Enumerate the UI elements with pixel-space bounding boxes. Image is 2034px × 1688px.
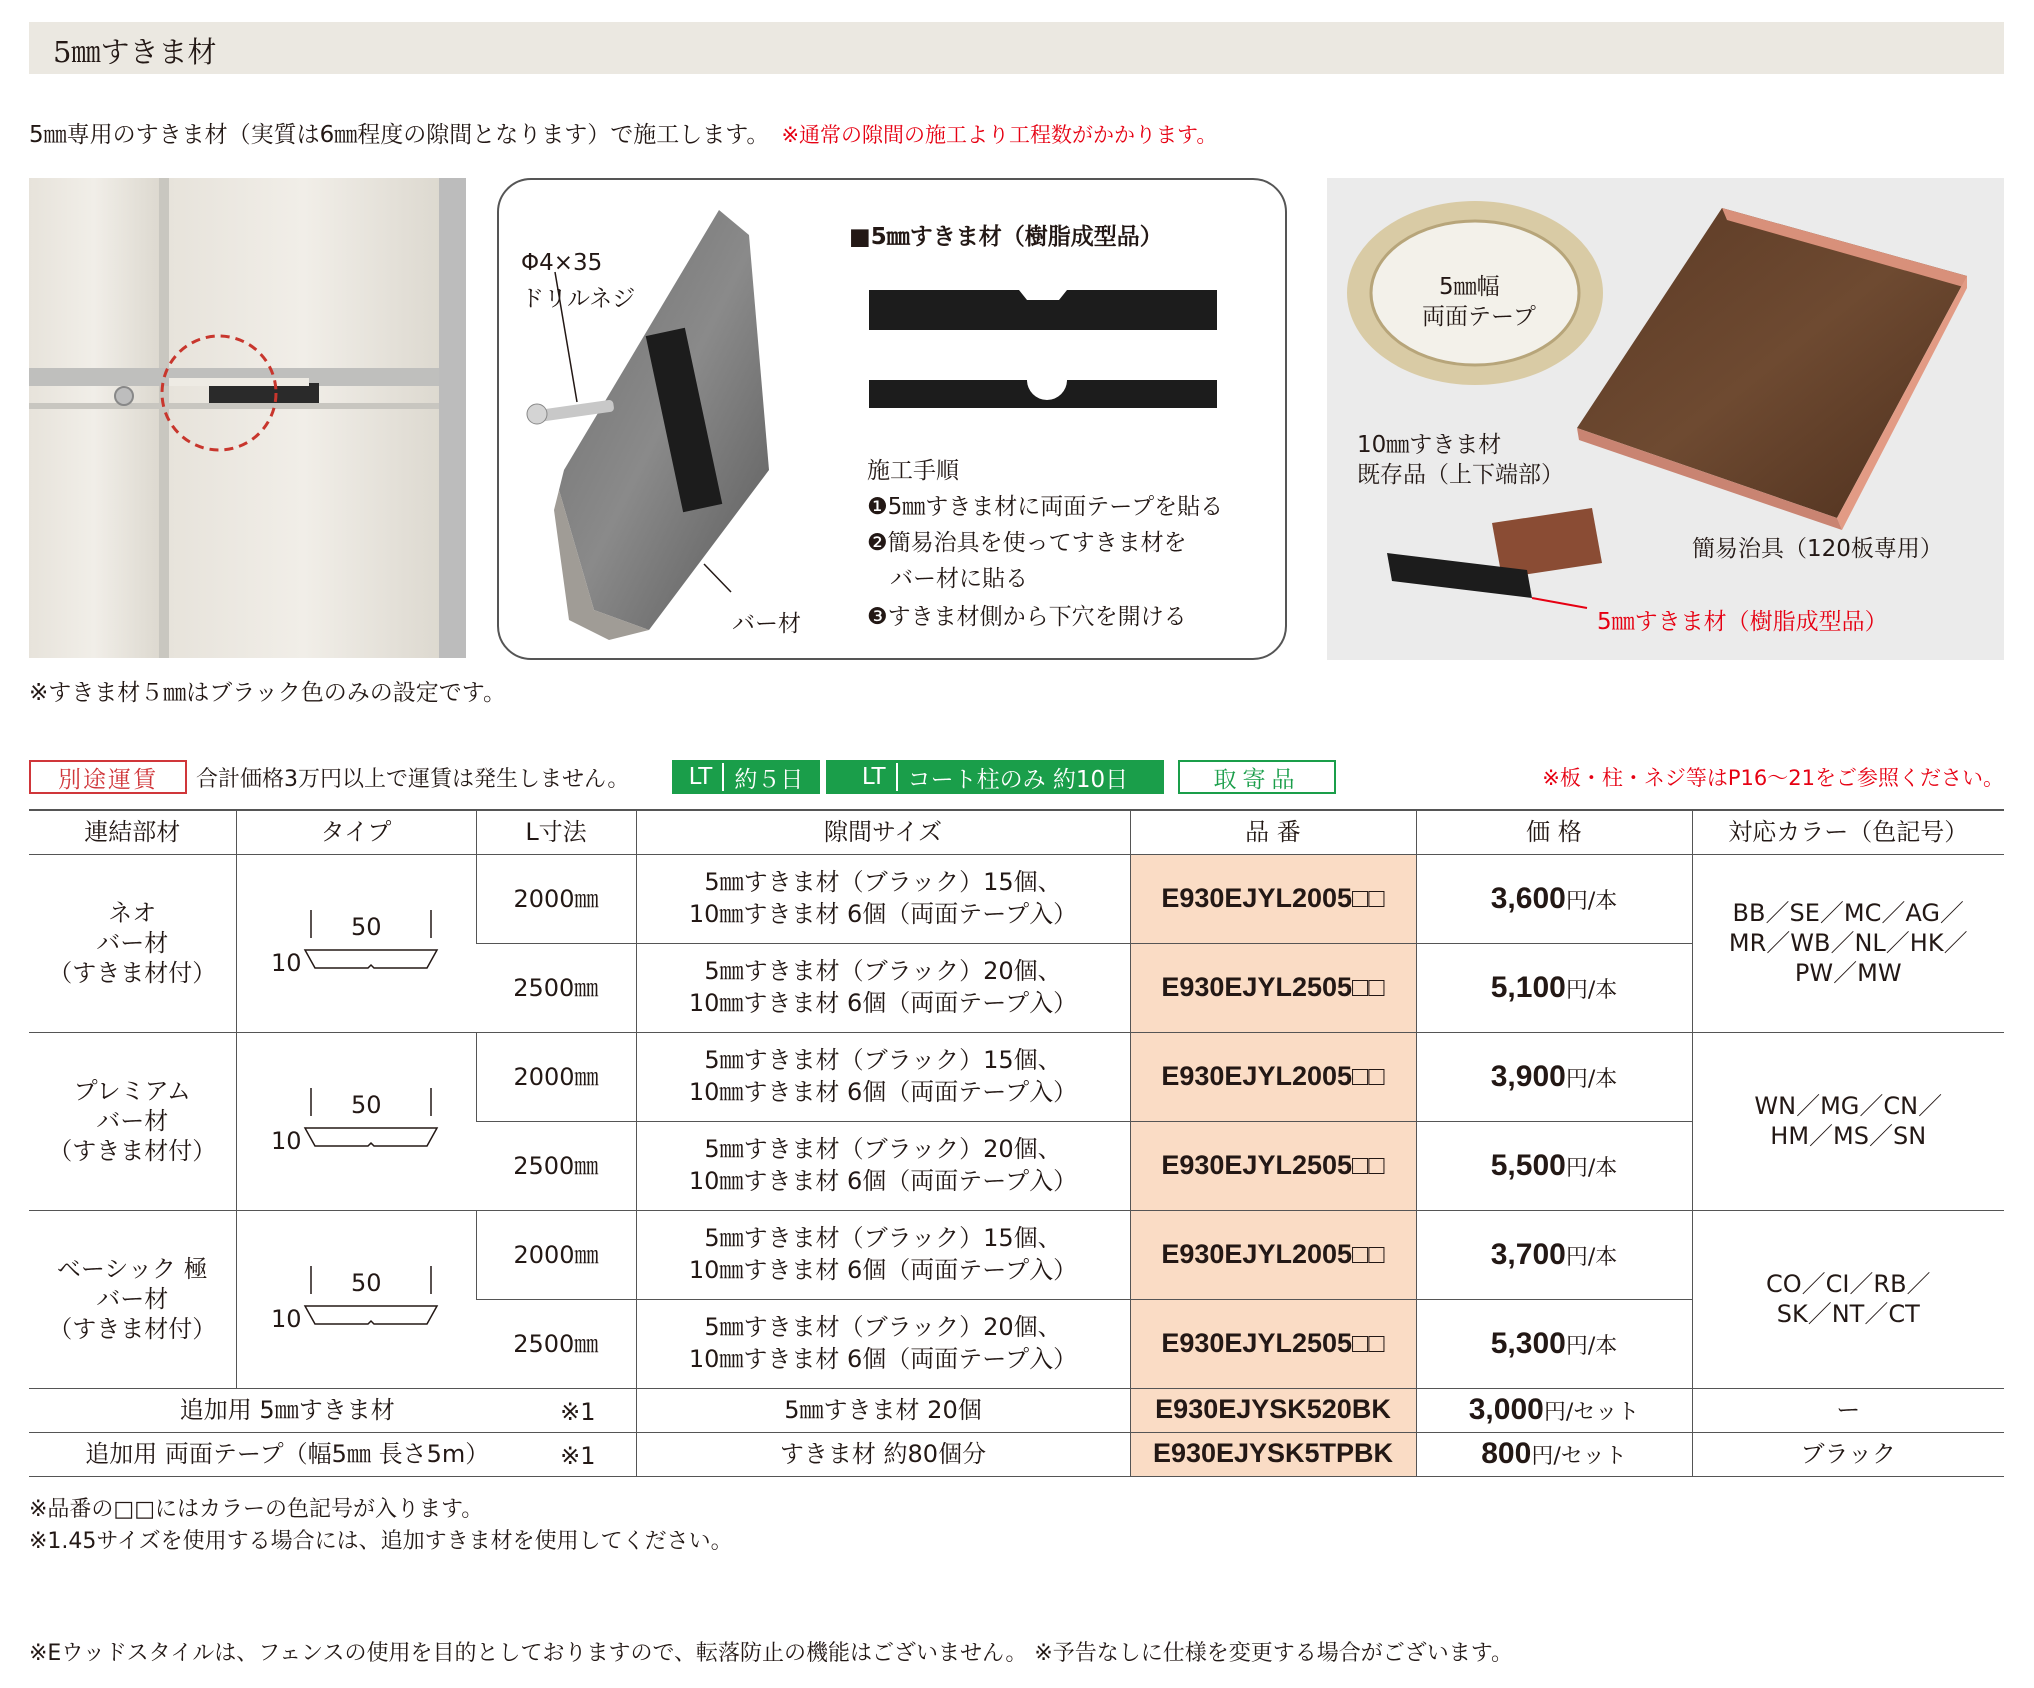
connector-name-line: バー材 — [96, 929, 169, 957]
bar-label: バー材 — [732, 611, 801, 637]
badge-divider — [722, 763, 724, 791]
connector-cell — [29, 1210, 236, 1388]
lead-time-label: LT — [688, 764, 713, 790]
type-width: 50 — [351, 913, 382, 941]
price-value: 5,300 — [1490, 1326, 1566, 1360]
price-value: 5,100 — [1490, 970, 1566, 1004]
gap-line: 10㎜すきま材 6個（両面テープ入） — [688, 899, 1078, 928]
table-row — [29, 1032, 2004, 1121]
part-no-cell: E930EJYSK520BK — [1130, 1388, 1416, 1432]
price-cell — [1416, 1388, 1692, 1432]
type-width: 50 — [351, 1269, 382, 1297]
connector-name-line: バー材 — [96, 1107, 169, 1135]
step-3: ❸すきま材側から下穴を開ける — [867, 604, 1187, 630]
connector-name-line: プレミアム — [73, 1077, 191, 1105]
price-unit: 円/本 — [1565, 1333, 1618, 1359]
type-height: 10 — [271, 1127, 302, 1155]
footnote-1: ※品番の□□にはカラーの色記号が入ります。 — [29, 1497, 484, 1522]
steps-title: 施工手順 — [867, 458, 959, 484]
price-unit: 円/本 — [1565, 977, 1618, 1003]
gap-cell — [636, 1121, 1130, 1210]
part-no-cell: E930EJYL2005□□ — [1130, 854, 1416, 943]
gap-cell — [636, 1299, 1130, 1388]
length-cell: 2500㎜ — [476, 1121, 636, 1210]
table-row-extra — [29, 1388, 2004, 1432]
reference-note: ※板・柱・ネジ等はP16～21をご参照ください。 — [1542, 766, 2004, 790]
connector-name-line: （すきま材付） — [48, 1315, 217, 1343]
part-no-cell: E930EJYL2005□□ — [1130, 1032, 1416, 1121]
color-codes-line: MR／WB／NL／HK／ — [1728, 929, 1968, 957]
length-cell: 2000㎜ — [476, 1032, 636, 1121]
shipping-badge: 別途運賃 — [29, 760, 187, 794]
spacer5-label: 5㎜すきま材（樹脂成型品） — [1597, 609, 1888, 635]
type-profile — [271, 1086, 441, 1156]
gap-line: 5㎜すきま材（ブラック）20個、 — [704, 1135, 1062, 1164]
price-value: 3,700 — [1490, 1237, 1566, 1271]
type-profile — [271, 908, 441, 978]
extra-mark: ※1 — [560, 1397, 596, 1426]
type-cell — [236, 1032, 476, 1210]
table-row-extra — [29, 1432, 2004, 1476]
colors-cell: ブラック — [1692, 1432, 2004, 1476]
screw-label-1: Φ4×35 — [521, 250, 603, 276]
type-width: 50 — [351, 1091, 382, 1119]
price-cell — [1416, 1210, 1692, 1299]
table-row — [29, 854, 2004, 943]
fence-photo-illustration — [29, 178, 466, 658]
lead-time-post-label: LT — [861, 764, 886, 790]
length-cell: 2500㎜ — [476, 943, 636, 1032]
length-cell: 2500㎜ — [476, 1299, 636, 1388]
lead-time-post-value: コート柱のみ 約10日 — [907, 766, 1129, 793]
screw-label-2: ドリルネジ — [521, 286, 636, 312]
color-codes-line: HM／MS／SN — [1770, 1122, 1927, 1150]
order-badge: 取寄品 — [1178, 760, 1336, 794]
step-2: ❷簡易治具を使ってすきま材を — [867, 530, 1187, 556]
step-2-cont: バー材に貼る — [867, 566, 1028, 592]
header-price: 価 格 — [1416, 810, 1692, 854]
construction-callout — [497, 178, 1287, 660]
extra-label: 追加用 両面テープ（幅5㎜ 長さ5m） — [85, 1440, 490, 1468]
tape-label-2: 両面テープ — [1422, 304, 1536, 330]
jig-label: 簡易治具（120板専用） — [1692, 536, 1943, 562]
price-unit: 円/本 — [1565, 1244, 1618, 1270]
lead-time-post-badge — [826, 760, 1164, 794]
color-note: ※すきま材５㎜はブラック色のみの設定です。 — [29, 680, 506, 706]
type-height: 10 — [271, 1305, 302, 1333]
color-codes-line: PW／MW — [1794, 959, 1902, 987]
part-no-cell: E930EJYSK5TPBK — [1130, 1432, 1416, 1476]
colors-cell — [1692, 854, 2004, 1032]
connector-name-line: バー材 — [96, 1285, 169, 1313]
colors-cell — [1692, 1032, 2004, 1210]
spacer10-label-1: 10㎜すきま材 — [1357, 432, 1502, 458]
color-codes-line: BB／SE／MC／AG／ — [1732, 899, 1964, 927]
connector-name-line: （すきま材付） — [48, 959, 217, 987]
gap-line: 5㎜すきま材（ブラック）15個、 — [704, 1046, 1062, 1075]
table-header-row — [29, 810, 2004, 854]
price-unit: 円/セット — [1543, 1400, 1640, 1426]
price-cell — [1416, 1432, 1692, 1476]
bottom-note: ※Eウッドスタイルは、フェンスの使用を目的としておりますので、転落防止の機能はございません。 ※予告なしに仕様を変更する場合がございます。 — [29, 1641, 1514, 1666]
badge-divider — [896, 763, 898, 791]
type-cell — [236, 1210, 476, 1388]
gap-cell — [636, 1210, 1130, 1299]
type-profile — [271, 1264, 441, 1334]
gap-cell: 5㎜すきま材 20個 — [636, 1388, 1130, 1432]
gap-line: 5㎜すきま材（ブラック）20個、 — [704, 1313, 1062, 1342]
type-cell — [236, 854, 476, 1032]
price-unit: 円/本 — [1565, 888, 1618, 914]
header-connector: 連結部材 — [29, 810, 236, 854]
header-part-no: 品 番 — [1130, 810, 1416, 854]
price-value: 800 — [1481, 1437, 1532, 1471]
price-value: 5,500 — [1490, 1148, 1566, 1182]
section-title: 5㎜すきま材 — [53, 35, 217, 69]
footnote-2: ※1.45サイズを使用する場合には、追加すきま材を使用してください。 — [29, 1529, 733, 1554]
extra-label: 追加用 5㎜すきま材 — [179, 1396, 395, 1424]
connector-cell — [29, 1032, 236, 1210]
price-value: 3,000 — [1468, 1393, 1544, 1427]
section-title-bar — [29, 22, 2004, 74]
intro-line — [29, 116, 1217, 149]
fence-photo — [29, 178, 466, 658]
header-length: L寸法 — [476, 810, 636, 854]
gap-line: 10㎜すきま材 6個（両面テープ入） — [688, 1344, 1078, 1373]
gap-line: 5㎜すきま材（ブラック）20個、 — [704, 957, 1062, 986]
length-cell: 2000㎜ — [476, 1210, 636, 1299]
product-heading: ■5㎜すきま材（樹脂成型品） — [849, 224, 1163, 250]
price-cell — [1416, 943, 1692, 1032]
spacer10-label-2: 既存品（上下端部） — [1357, 462, 1564, 488]
length-cell: 2000㎜ — [476, 854, 636, 943]
colors-cell — [1692, 1210, 2004, 1388]
part-no-cell: E930EJYL2505□□ — [1130, 1121, 1416, 1210]
connector-cell — [29, 854, 236, 1032]
color-codes-line: SK／NT／CT — [1776, 1300, 1920, 1328]
price-value: 3,600 — [1490, 881, 1566, 915]
header-colors: 対応カラー（色記号） — [1692, 810, 2004, 854]
price-cell — [1416, 1121, 1692, 1210]
intro-text: 5㎜専用のすきま材（実質は6㎜程度の隙間となります）で施工します。 — [29, 122, 770, 148]
gap-cell — [636, 854, 1130, 943]
part-no-cell: E930EJYL2505□□ — [1130, 1299, 1416, 1388]
product-table — [29, 809, 2004, 1477]
header-type: タイプ — [236, 810, 476, 854]
gap-line: 5㎜すきま材（ブラック）15個、 — [704, 868, 1062, 897]
gap-line: 10㎜すきま材 6個（両面テープ入） — [688, 1077, 1078, 1106]
header-gap: 隙間サイズ — [636, 810, 1130, 854]
part-no-cell: E930EJYL2505□□ — [1130, 943, 1416, 1032]
gap-line: 10㎜すきま材 6個（両面テープ入） — [688, 988, 1078, 1017]
extra-label-cell — [29, 1432, 636, 1476]
parts-photo — [1327, 178, 2004, 660]
gap-cell — [636, 943, 1130, 1032]
tape-label-1: 5㎜幅 — [1439, 274, 1500, 300]
extra-mark: ※1 — [560, 1441, 596, 1470]
price-unit: 円/本 — [1565, 1066, 1618, 1092]
shipping-note: 合計価格3万円以上で運賃は発生しません。 — [196, 766, 630, 792]
gap-line: 10㎜すきま材 6個（両面テープ入） — [688, 1166, 1078, 1195]
price-cell — [1416, 854, 1692, 943]
color-codes-line: WN／MG／CN／ — [1754, 1092, 1943, 1120]
connector-name-line: ネオ — [108, 899, 157, 927]
lead-time-badge — [672, 760, 820, 794]
gap-line: 5㎜すきま材（ブラック）15個、 — [704, 1224, 1062, 1253]
gap-line: 10㎜すきま材 6個（両面テープ入） — [688, 1255, 1078, 1284]
part-no-cell: E930EJYL2005□□ — [1130, 1210, 1416, 1299]
price-cell — [1416, 1299, 1692, 1388]
lead-time-value: 約５日 — [734, 766, 804, 793]
color-codes-line: CO／CI／RB／ — [1765, 1270, 1931, 1298]
type-height: 10 — [271, 949, 302, 977]
price-unit: 円/本 — [1565, 1155, 1618, 1181]
gap-cell — [636, 1032, 1130, 1121]
table-row — [29, 1210, 2004, 1299]
price-value: 3,900 — [1490, 1059, 1566, 1093]
step-1: ❶5㎜すきま材に両面テープを貼る — [867, 494, 1224, 520]
gap-cell: すきま材 約80個分 — [636, 1432, 1130, 1476]
extra-label-cell — [29, 1388, 636, 1432]
colors-cell: ー — [1692, 1388, 2004, 1432]
connector-name-line: （すきま材付） — [48, 1137, 217, 1165]
price-unit: 円/セット — [1531, 1444, 1627, 1470]
parts-illustration — [1327, 178, 2004, 660]
intro-warning: ※通常の隙間の施工より工程数がかかります。 — [781, 123, 1218, 147]
price-cell — [1416, 1032, 1692, 1121]
connector-name-line: ベーシック 極 — [56, 1255, 208, 1283]
